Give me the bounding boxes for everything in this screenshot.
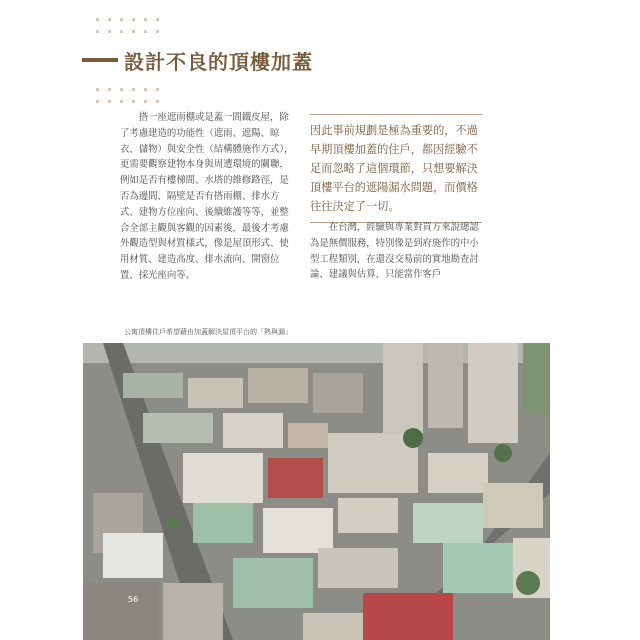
decorative-dots [96, 18, 166, 24]
decorative-dots [96, 30, 166, 36]
page-title: 設計不良的頂樓加蓋 [124, 50, 313, 74]
body-text-left [120, 110, 298, 284]
photo-caption: 公寓頂樓住戶希望藉由加蓋解決屋頂平台的「熱與漏」 [124, 328, 292, 336]
paragraph: 搭一座遮雨棚或是蓋一間鐵皮屋，除了考慮建造的功能性（遮雨、遮陽、晾衣、儲物）與安全性（結構體施作方式），更需要觀察建物本身與周遭環境的關聯，例如是否有樓梯間、水塔的維修路徑，是否為邊間、隔壁是否有搭雨棚、排水方式、建物方位座向、後續維護等等，並整合全部主觀與客觀的因素後，最後才考慮外觀造型與材質樣式，像是屋頂形式、使用材質、建造高度、排水流向、開窗位置、採光座向等。 [120, 112, 294, 281]
aerial-city-photo [83, 343, 550, 640]
page-number: 56 [128, 595, 139, 604]
pull-quote: 因此事前規劃是極為重要的，不過早期頂樓加蓋的住戶，都因經驗不足而忽略了這個環節，只想要解決頂樓平台的遮陽漏水問題，而價格往往決定了一切。 [310, 114, 482, 223]
decorative-dots [96, 88, 166, 94]
body-text-right [310, 220, 482, 283]
paragraph: 在台灣，經驗與專業對買方來說總認為是無價服務，特別像是到府施作的中小型工程類別，在還沒交易前的實地勘查討論、建議與估算，只能當作客戶 [310, 222, 479, 281]
decorative-dots [96, 100, 166, 106]
title-rule [82, 58, 118, 62]
